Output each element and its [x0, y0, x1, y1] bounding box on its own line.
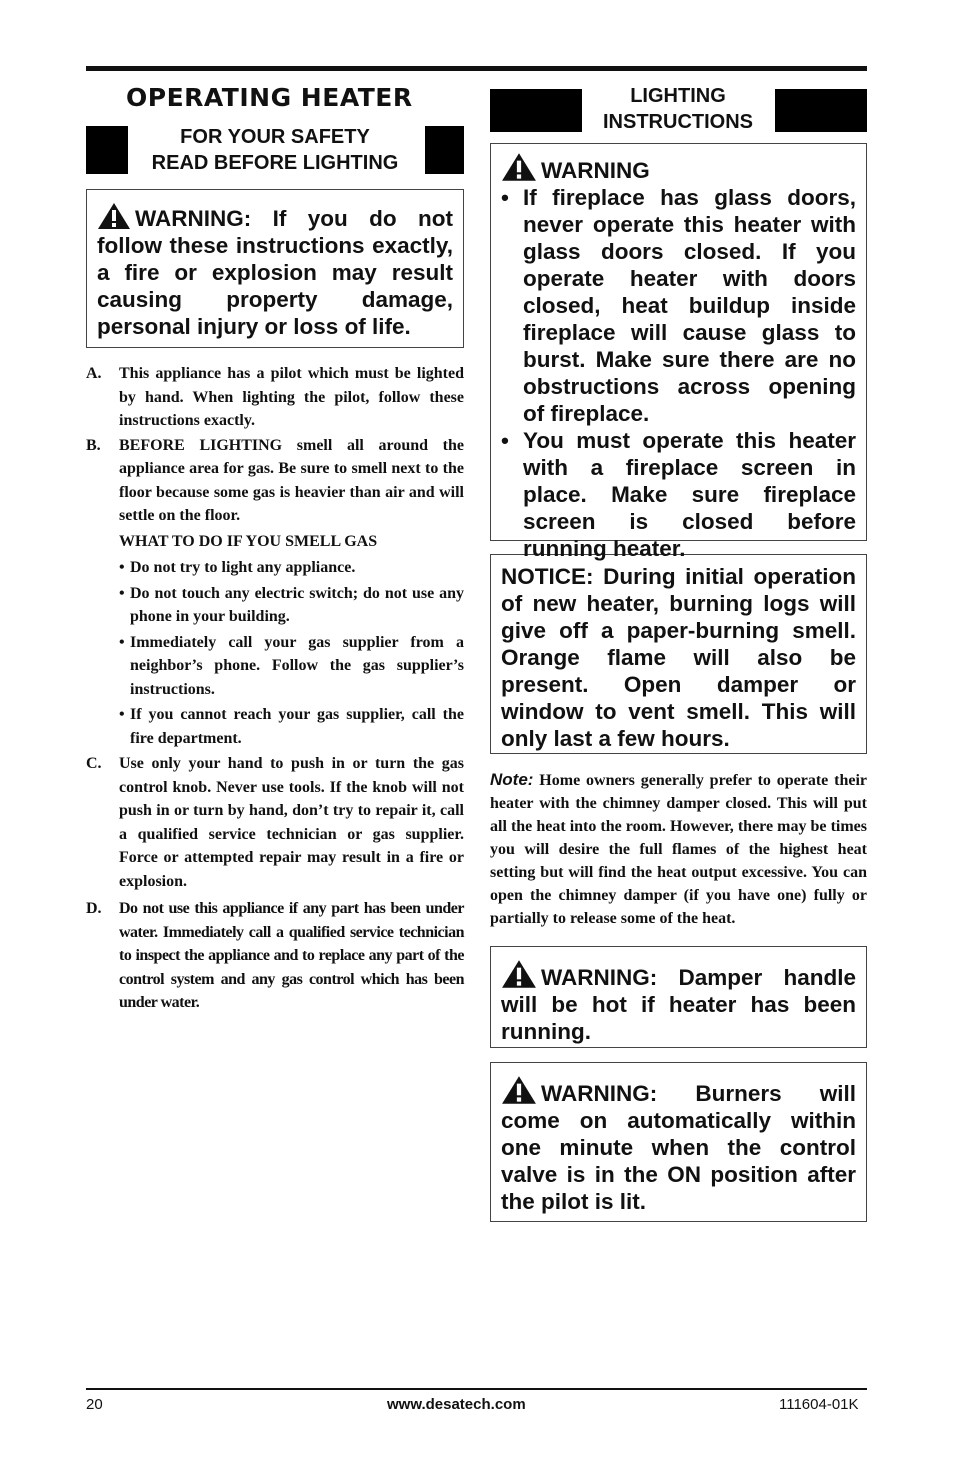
website-link[interactable]: www.desatech.com — [387, 1396, 526, 1413]
warning-bullet — [501, 427, 856, 562]
lighting-banner-text — [586, 83, 770, 135]
damper-warning-text: WARNING: Damper handle will be hot if heater has been running. — [501, 965, 856, 1044]
bullet-dot-icon: • — [119, 633, 125, 651]
banner-block-right — [425, 126, 464, 174]
warning-title — [501, 152, 856, 184]
warning-triangle-icon — [501, 959, 537, 989]
right-column — [490, 85, 867, 1222]
step-a — [86, 362, 464, 433]
smell-gas-item — [119, 582, 464, 629]
step-letter: C. — [86, 755, 102, 772]
safety-banner-line1: FOR YOUR SAFETY — [180, 126, 370, 148]
note-paragraph — [490, 768, 867, 930]
smell-gas-item-text: Immediately call your gas supplier from a neighbor’s phone. Follow the gas supplier’s instructions. — [130, 633, 464, 698]
smell-gas-section — [86, 530, 464, 751]
warning-bullet-text: If fireplace has glass doors, never operate this heater with glass doors closed. If you operate heater with doors closed, heat buildup inside fireplace will cause glass to burst. Make sure there are no obstructions across opening of fireplace. — [523, 185, 856, 426]
damper-warning — [501, 959, 856, 1045]
banner-block-right — [775, 89, 867, 132]
step-text: Use only your hand to push in or turn the gas control knob. Never use tools. If the knob will not push in or turn by hand, don’t try to repair it, call a qualified service technician or gas supplier. Force or attempted repair may result in a fire or explosion. — [119, 755, 464, 890]
warning-box — [86, 189, 464, 348]
smell-gas-item — [119, 703, 464, 750]
smell-gas-item — [119, 556, 464, 580]
warning-text — [97, 202, 453, 340]
step-text: BEFORE LIGHTING smell all around the appliance area for gas. Be sure to smell next to the floor because some gas is heavier than air and will settle on the floor. — [119, 436, 464, 524]
smell-gas-item-text: If you cannot reach your gas supplier, call the fire department. — [130, 706, 464, 747]
lighting-steps-continued — [86, 752, 464, 1015]
notice-box — [490, 554, 867, 754]
step-letter: D. — [86, 900, 102, 917]
lighting-banner — [490, 85, 867, 134]
bullet-dot-icon: • — [119, 706, 125, 723]
note-text: Home owners generally prefer to operate their heater with the chimney damper closed. This will put all the heat into the room. However, there may be times you will desire the full flames of the highest heat setting but will find the heat output excessive. You can open the chimney damper (if you have one) fully or partially to release some of the heat. — [490, 772, 867, 927]
bullet-dot-icon: • — [119, 584, 125, 602]
warning-bullet-text: You must operate this heater with a fireplace screen in place. Make sure fireplace screen is closed before running heater. — [523, 428, 856, 561]
smell-gas-heading: WHAT TO DO IF YOU SMELL GAS — [119, 532, 378, 550]
note-label: Note: — [490, 770, 534, 789]
warning-bullet — [501, 184, 856, 427]
bottom-rule — [86, 1388, 867, 1390]
step-b — [86, 434, 464, 528]
step-text: Do not use this appliance if any part has been under water. Immediately call a qualified service technician to inspect the appliance and to replace any part of the control system and any gas control which has been under water. — [119, 900, 464, 1011]
banner-block-left — [86, 126, 128, 174]
warning-body: : If you do not follow these instructions exactly, a fire or explosion may result causing property damage, personal injury or loss of life. — [97, 206, 453, 339]
warning-triangle-icon — [97, 202, 131, 230]
warning-triangle-icon — [501, 152, 537, 182]
lighting-banner-line1: LIGHTING — [630, 85, 726, 107]
burner-warning — [501, 1075, 856, 1215]
step-letter: A. — [86, 365, 102, 382]
lighting-banner-line2: INSTRUCTIONS — [603, 111, 753, 133]
bullet-dot-icon: • — [501, 428, 509, 453]
bullet-dot-icon: • — [501, 185, 509, 210]
bullet-dot-icon: • — [119, 559, 125, 576]
step-text: This appliance has a pilot which must be lighted by hand. When lighting the pilot, follow these instructions exactly. — [119, 365, 464, 429]
page-number: 20 — [86, 1396, 103, 1413]
step-letter: B. — [86, 436, 101, 454]
burner-warning-text: WARNING: Burners will come on automatically within one minute when the control valve is in the ON position after the pilot is lit. — [501, 1081, 856, 1214]
safety-banner-text — [134, 124, 416, 176]
warning-triangle-icon — [501, 1075, 537, 1105]
smell-gas-item-text: Do not touch any electric switch; do not use any phone in your building. — [130, 584, 464, 625]
damper-warning-box — [490, 946, 867, 1048]
lighting-steps — [86, 362, 464, 528]
burner-warning-box — [490, 1062, 867, 1222]
left-column — [86, 80, 464, 1016]
smell-gas-list — [86, 556, 464, 750]
notice-text: NOTICE: During initial operation of new heater, burning logs will give off a paper-burning smell. Orange flame will also be present. Open damper or window to vent smell. This will only last a few hours. — [501, 564, 856, 751]
section-title: OPERATING HEATER — [126, 83, 413, 112]
warning-label: WARNING — [135, 206, 244, 231]
warning-title-text: WARNING — [541, 158, 650, 183]
smell-gas-item-text: Do not try to light any appliance. — [130, 559, 356, 576]
safety-banner — [86, 126, 464, 174]
step-c — [86, 752, 464, 893]
document-number: 111604-01K — [779, 1396, 859, 1413]
top-rule — [86, 66, 867, 71]
smell-gas-item — [119, 631, 464, 702]
safety-banner-line2: READ BEFORE LIGHTING — [151, 152, 399, 174]
step-d — [86, 897, 464, 1015]
banner-block-left — [490, 89, 582, 132]
glass-doors-warning-box — [490, 143, 867, 561]
warning-bullets — [501, 184, 856, 562]
